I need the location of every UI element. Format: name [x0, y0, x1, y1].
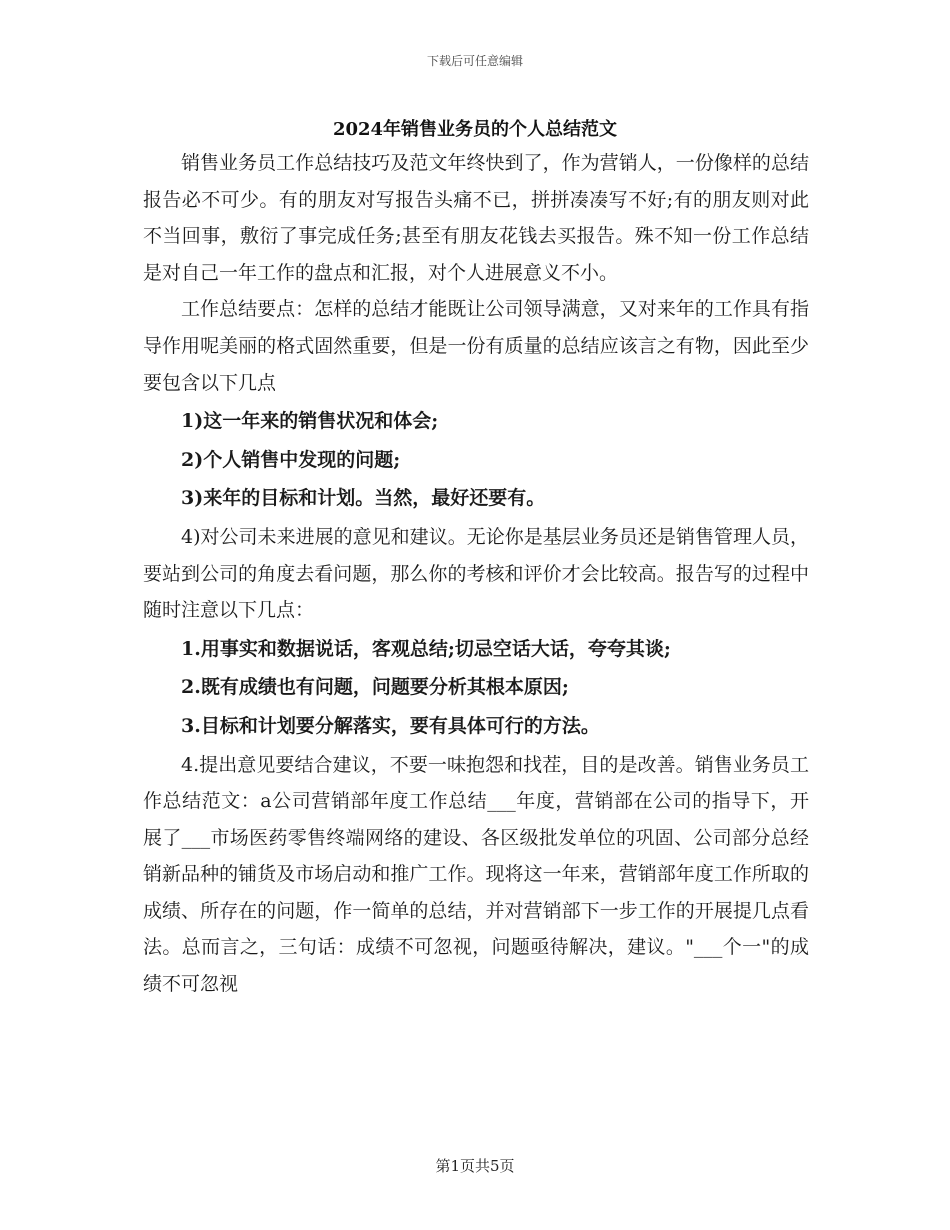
- tip-item-1: 1.用事实和数据说话，客观总结;切忌空话大话，夸夸其谈;: [181, 637, 671, 660]
- list-item-2: 2)个人销售中发现的问题;: [181, 448, 401, 471]
- list-item-4: 4)对公司未来进展的意见和建议。无论你是基层业务员还是销售管理人员，要站到公司的角度去看问题，那么你的考核和评价才会比较高。报告写的过程中随时注意以下几点：: [143, 525, 809, 622]
- paragraph-intro: 销售业务员工作总结技巧及范文年终快到了，作为营销人，一份像样的总结报告必不可少。有的朋友对写报告头痛不已，拼拼凑凑写不好;有的朋友则对此不当回事，敷衍了事完成任务;甚至有朋友花钱去买报告。殊不知一份工作总结是对自己一年工作的盘点和汇报，对个人进展意义不小。: [143, 152, 809, 284]
- list-item-3: 3)来年的目标和计划。当然，最好还要有。: [181, 487, 546, 510]
- paragraph-key-points: 工作总结要点：怎样的总结才能既让公司领导满意，又对来年的工作具有指导作用呢美丽的格式固然重要，但是一份有质量的总结应该言之有物，因此至少要包含以下几点: [143, 298, 809, 394]
- list-item-1: 1)这一年来的销售状况和体会;: [181, 410, 439, 433]
- header-note: 下载后可任意编辑: [426, 54, 523, 68]
- document-title: 2024年销售业务员的个人总结范文: [332, 119, 618, 140]
- page-number-footer: 第1页共5页: [435, 1157, 515, 1175]
- document-body: [143, 145, 809, 1003]
- tip-item-3: 3.目标和计划要分解落实，要有具体可行的方法。: [181, 714, 600, 737]
- tip-item-2: 2.既有成绩也有问题，问题要分析其根本原因;: [181, 676, 569, 699]
- tip-item-4: 4.提出意见要结合建议，不要一味抱怨和找茬，目的是改善。销售业务员工作总结范文：a公司营销部年度工作总结___年度，营销部在公司的指导下，开展了___市场医药零售终端网络的建设、各区级批发单位的巩固、公司部分总经销新品种的铺货及市场启动和推广工作。现将这一年来，营销部年度工作所取的成绩、所存在的问题，作一简单的总结，并对营销部下一步工作的开展提几点看法。总而言之，三句话：成绩不可忽视，问题亟待解决，建议。"___个一"的成绩不可忽视: [143, 753, 809, 996]
